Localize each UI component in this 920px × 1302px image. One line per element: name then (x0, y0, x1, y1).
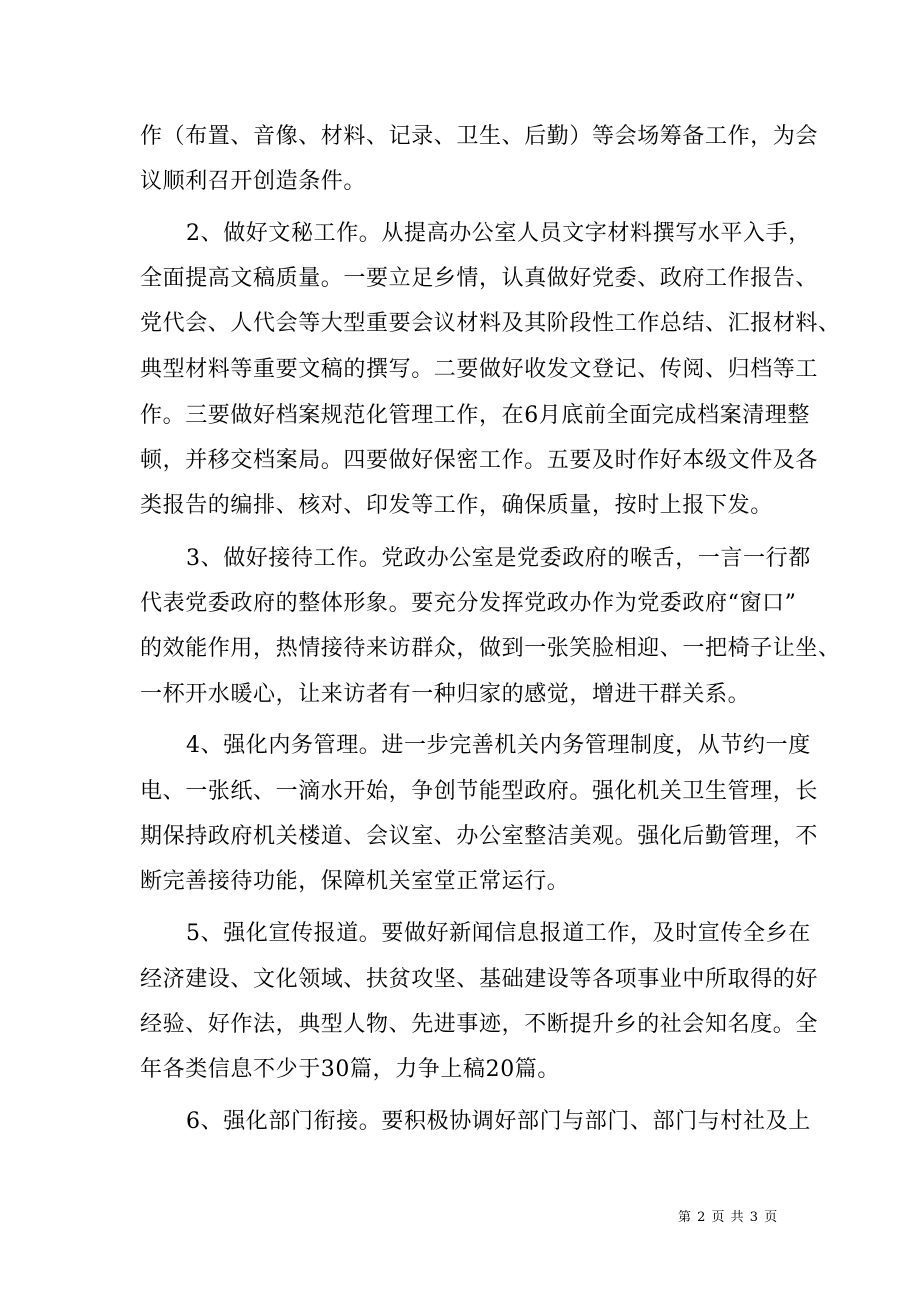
text-line: 4、强化内务管理。进一步完善机关内务管理制度，从节约一度 (186, 733, 811, 758)
text-line: 作。三要做好档案规范化管理工作，在6月底前全面完成档案清理整 (140, 403, 810, 428)
text-line: 电、一张纸、一滴水开始，争创节能型政府。强化机关卫生管理，长 (140, 779, 819, 804)
text-line: 2、做好文秘工作。从提高办公室人员文字材料撰写水平入手， (186, 221, 811, 246)
text-line: 5、强化宣传报道。要做好新闻信息报道工作，及时宣传全乡在 (186, 921, 811, 946)
text-line: 期保持政府机关楼道、会议室、办公室整洁美观。强化后勤管理，不 (140, 824, 819, 849)
text-line: 经济建设、文化领域、扶贫攻坚、基础建设等各项事业中所取得的好 (140, 967, 819, 992)
text-line: 年各类信息不少于30篇，力争上稿20篇。 (140, 1057, 560, 1082)
text-line: 的效能作用，热情接待来访群众，做到一张笑脸相迎、一把椅子让坐、 (140, 636, 841, 661)
text-line: 作（布置、音像、材料、记录、卫生、后勤）等会场筹备工作，为会 (140, 124, 819, 149)
text-line: 断完善接待功能，保障机关室堂正常运行。 (140, 869, 570, 894)
text-line: 经验、好作法，典型人物、先进事迹，不断提升乡的社会知名度。全 (140, 1012, 819, 1037)
text-line: 典型材料等重要文稿的撰写。二要做好收发文登记、传阅、归档等工 (140, 357, 819, 382)
page-number-footer: 第 2 页 共 3 页 (678, 1210, 779, 1225)
text-line: 一杯开水暖心，让来访者有一种归家的感觉，增进干群关系。 (140, 682, 751, 707)
text-line: 类报告的编排、核对、印发等工作，确保质量，按时上报下发。 (140, 493, 773, 518)
text-line: 全面提高文稿质量。一要立足乡情，认真做好党委、政府工作报告、 (140, 266, 819, 291)
text-line: 议顺利召开创造条件。 (140, 169, 367, 194)
text-line: 党代会、人代会等大型重要会议材料及其阶段性工作总结、汇报材料、 (140, 311, 841, 336)
text-line: 顿，并移交档案局。四要做好保密工作。五要及时作好本级文件及各 (140, 448, 819, 473)
text-line: 6、强化部门衔接。要积极协调好部门与部门、部门与村社及上 (186, 1109, 811, 1134)
text-line: 代表党委政府的整体形象。要充分发挥党政办作为党委政府“窗口” (140, 591, 797, 616)
text-line: 3、做好接待工作。党政办公室是党委政府的喉舌，一言一行都 (186, 546, 811, 571)
